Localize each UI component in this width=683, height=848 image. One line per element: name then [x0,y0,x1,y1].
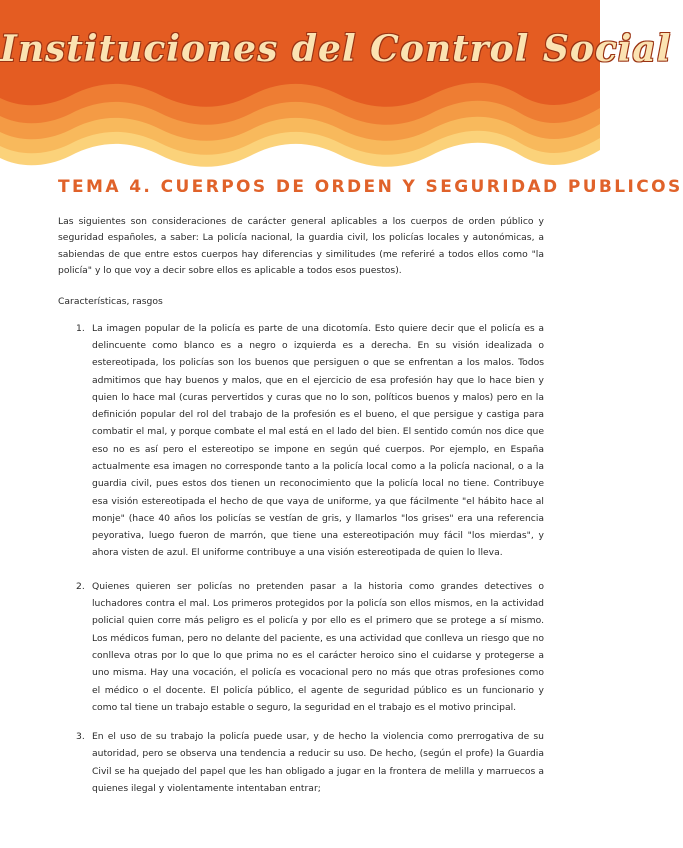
list-item-text: Quienes quieren ser policías no pretenden pasar a la historia como grandes detectives o luchadores contra el mal. Los primeros protegidos por la policía son ellos mismos, en la actividad policial quien corre más peligro es el policía y por ello es el primero que se protege a sí mismo. Los médicos fuman, pero no delante del paciente, es una actividad que conlleva un riesgo que no conlleva otras por lo que lo que prima no es el carácter heroico sino el cuidarse y protegerse a uno misma. Hay una vocación, el policía es vocacional pero no más que otras profesiones como el médico o el docente. El policía público, el agente de seguridad público es un funcionario y como tal tiene un trabajo estable o seguro, la seguridad en el trabajo es el motivo principal. [92,580,544,713]
document-body [58,177,683,797]
list-item [58,578,544,716]
list-item-number: 1. [76,322,85,334]
list-item-number: 3. [76,731,85,743]
wavy-banner-graphic [0,0,672,175]
list-item-text: La imagen popular de la policía es parte de una dicotomía. Esto quiere decir que el policía es a delincuente como blanco es a negro o izquierda es a derecha. En su visión idealizada o estereotipada, los policías son los buenos que persiguen o que se enfrentan a los malos. Todos admitimos que hay buenos y malos, que en el ejercicio de esa profesión hay que lo hace bien y quien lo hace mal (curas pervertidos y curas que no lo son, políticos buenos y malos) pero en la definición popular del rol del trabajo de la profesión es el bueno, el que persigue y castiga para combatir el mal, y porque combate el mal está en el lado del bien. El sentido común nos dice que eso no es así pero el estereotipo se impone en según qué cuerpos. Por ejemplo, en España actualmente esa imagen no corresponde tanto a la policía local como a la policía nacional, o a la guardia civil, pues estos dos tienen un reconocimiento que la policía local no tiene. Contribuye esa visión estereotipada el hecho de que vaya de uniforme, ya que fácilmente "el hábito hace al monje" (hace 40 años los policías se vestían de gris, y llamarlos "los grises" era una referencia peyorativa, luego fueron de marrón, que tiene una estereotipación muy fácil "los mierdas", y ahora visten de azul. El uniforme contribuye a una visión estereotipada de quien lo lleva. [92,322,544,559]
header-banner [0,0,672,175]
intro-paragraph: Las siguientes son consideraciones de carácter general aplicables a los cuerpos de orden público y seguridad españoles, a saber: La policía nacional, la guardia civil, los policías locales y autonómicas, a sabiendas de que entre estos cuerpos hay diferencias y similitudes (me referiré a todos ellos como "la policía" y lo que voy a decir sobre ellos es aplicable a todos esos puestos). [58,216,544,277]
document-heading: TEMA 4. CUERPOS DE ORDEN Y SEGURIDAD PUBLICOS [58,177,683,197]
list-item [58,320,544,562]
banner-title: Instituciones del Control Social [0,28,672,70]
section-subheading: Características, rasgos [58,295,163,307]
list-item-number: 2. [76,580,85,592]
numbered-list [58,320,544,798]
list-item [58,728,544,797]
list-item-text: En el uso de su trabajo la policía puede usar, y de hecho la violencia como prerrogativa de su autoridad, pero se observa una tendencia a reducir su uso. De hecho, (según el profe) la Guardia Civil se ha quejado del papel que les han obligado a jugar en la frontera de melilla y marruecos a quienes ilegal y violentamente intentaban entrar; [92,731,544,795]
